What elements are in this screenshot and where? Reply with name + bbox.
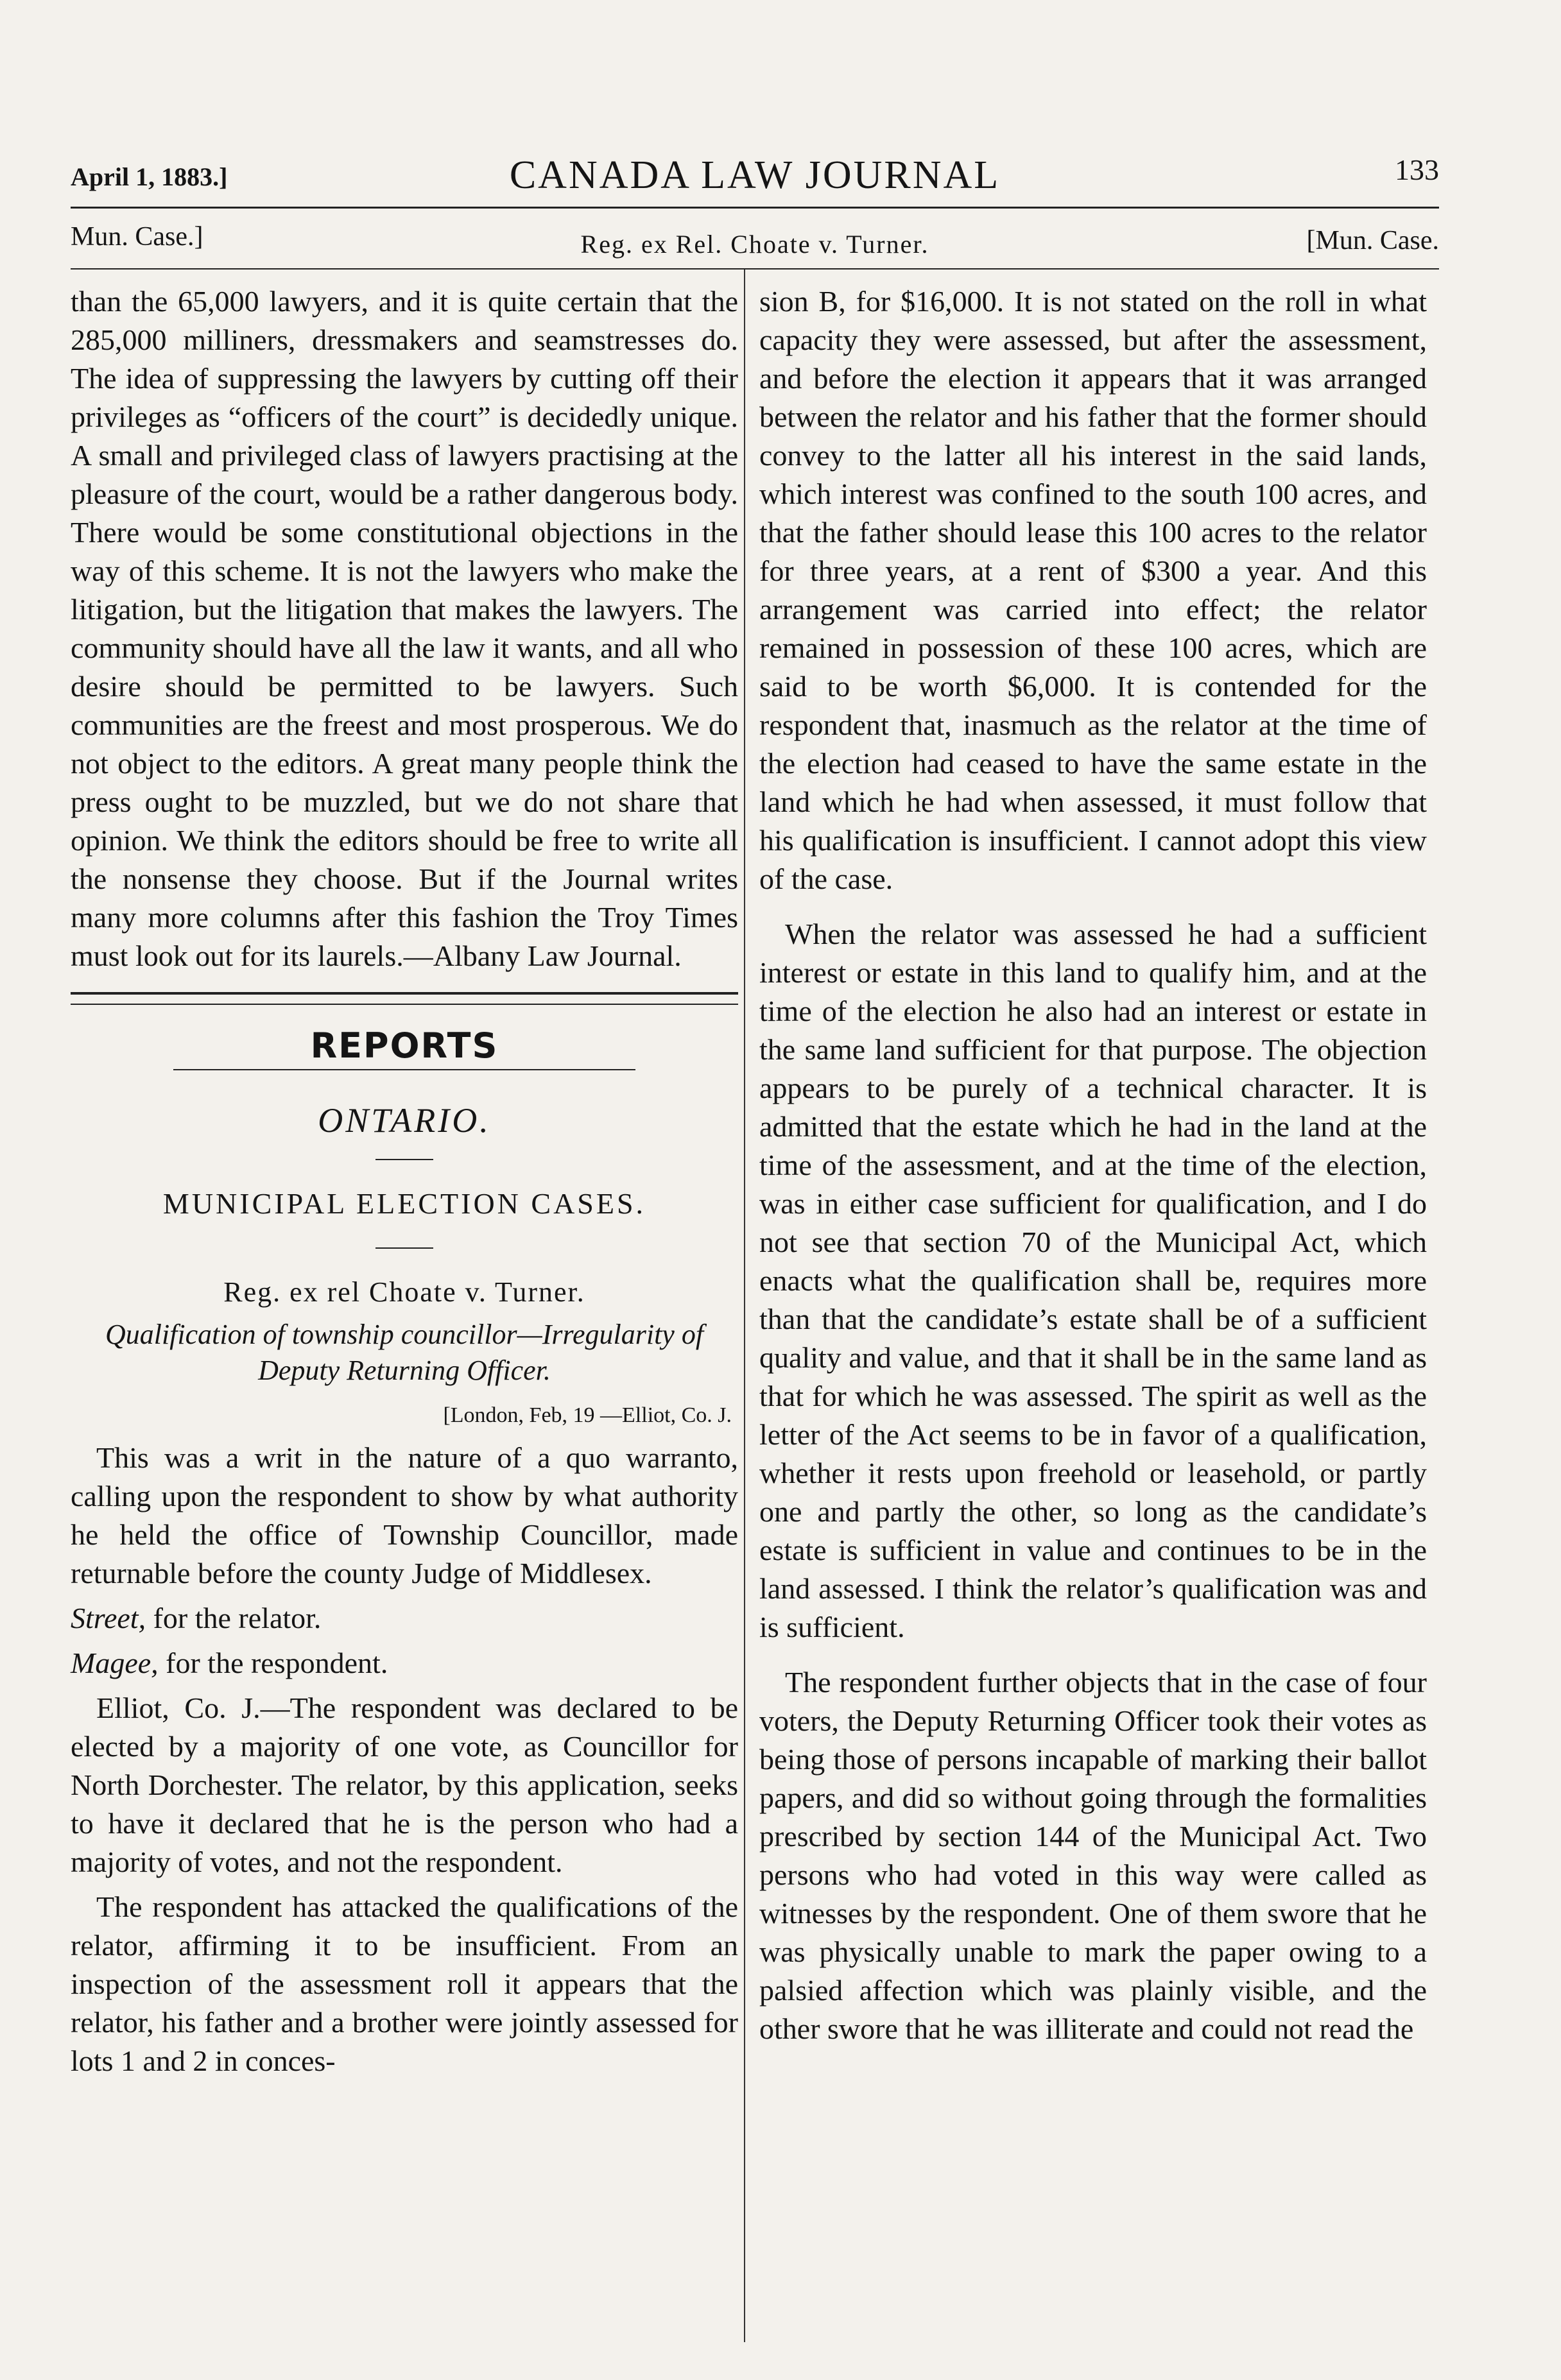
province-rule <box>375 1159 433 1160</box>
case-intro: This was a writ in the nature of a quo warranto, calling upon the respondent to show by what authority he held the office of Township Councillor, made returnable before the county Judge of Middlesex. <box>71 1441 738 1589</box>
counsel-respondent <box>71 1644 738 1682</box>
page-number: 133 <box>1395 153 1439 186</box>
column-divider <box>744 270 745 2342</box>
right-paragraph-1: sion B, for $16,000. It is not stated on the roll in what capacity they were assessed, but after the assessment, and before the election it appears that it was arranged between the relator and his father that the former should convey to the latter all his interest in the said lands, which interest was confined to the south 100 acres, and that the father should lease this 100 acres to the relator for three years, at a rent of $300 a year. And this arrangement was carried into effect; the relator remained in possession of these 100 acres, which are said to be worth $6,000. It is contended for the respondent that, inasmuch as the relator at the time of the election had ceased to have the same estate in the land which he had when assessed, it must follow that his qualification is insufficient. I cannot adopt this view of the case. <box>759 285 1427 895</box>
counsel-respondent-name: Magee, <box>71 1647 159 1679</box>
running-header <box>71 148 1439 205</box>
left-column <box>71 282 738 2087</box>
right-column <box>759 282 1427 2055</box>
counsel-respondent-role: for the respondent. <box>158 1647 388 1679</box>
issue-date: April 1, 1883.] <box>71 162 228 191</box>
case-title: Reg. ex rel Choate v. Turner. <box>223 1276 585 1308</box>
section-title: MUNICIPAL ELECTION CASES. <box>162 1187 646 1220</box>
right-paragraph-3: The respondent further objects that in the case of four voters, the Deputy Returning Officer took their votes as being those of persons incapable of marking their ballot papers, and did so without going through the formalities prescribed by section 144 of the Municipal Act. Two persons who had voted in this way were called as witnesses by the respondent. One of them swore that he was physically unable to mark the paper owing to a palsied affection which was plainly visible, and the other swore that he was illiterate and could not read the <box>759 1666 1427 2045</box>
headnote: Qualification of township councillor—Irregularity of Deputy Returning Officer. <box>105 1319 704 1386</box>
counsel-relator <box>71 1599 738 1638</box>
header-rule <box>71 207 1439 209</box>
reports-heading: REPORTS <box>310 1025 499 1066</box>
case-type-left: Mun. Case.] <box>71 222 203 252</box>
journal-title: CANADA LAW JOURNAL <box>509 153 1001 197</box>
case-type-right: [Mun. Case. <box>1306 226 1439 255</box>
article-end-text: than the 65,000 lawyers, and it is quite certain that the 285,000 milliners, dressmakers and seamstresses do. The idea of suppressing the lawyers by cutting off their privileges as “officers of the court” is decidedly unique. A small and privileged class of lawyers practising at the pleasure of the court, would be a rather dangerous body. There would be some constitutional objections in the way of this scheme. It is not the lawyers who make the litigation, but the litigation that makes the lawyers. The community should have all the law it wants, and all who desire should be permitted to be lawyers. Such communities are the freest and most prosperous. We do not object to the editors. A great many people think the press ought to be muzzled, but we do not share that opinion. We think the editors should be free to write all the nonsense they choose. But if the Journal writes many more columns after this fashion the Troy Times must look out for its laurels.—Albany Law Journal. <box>71 285 738 972</box>
judgment-paragraph-1: Elliot, Co. J.—The respondent was declared to be elected by a majority of one vote, as Councillor for North Dorchester. The relator, by this application, seeks to have it declared that he is the person who had a majority of votes, and not the respondent. <box>71 1691 738 1878</box>
section-rule <box>375 1247 433 1249</box>
subheader-rule <box>71 268 1439 270</box>
reports-rule <box>173 1069 635 1070</box>
case-name-center: Reg. ex Rel. Choate v. Turner. <box>580 230 929 259</box>
province-heading: ONTARIO. <box>318 1101 491 1140</box>
right-paragraph-2: When the relator was assessed he had a sufficient interest or estate in this land to qualify him, and at the time of the election he also had an interest or estate in the same land sufficient for that purpose. The objection appears to be purely of a technical character. It is admitted that the estate which he had in the land at the time of the assessment, and at the time of the election, was in either case sufficient for qualification, and I do not see that section 70 of the Municipal Act, which enacts what the qualification shall be, requires more than that the candidate’s estate shall be of a sufficient quality and value, and that it shall be in the same land as that for which he was assessed. The spirit as well as the letter of the Act seems to be in favor of a qualification, whether it rests upon freehold or leasehold, or partly one and partly the other, so long as the candidate’s estate is sufficient in value and continues to be in the land assessed. I think the relator’s qualification was and is sufficient. <box>759 918 1427 1643</box>
counsel-relator-name: Street, <box>71 1602 146 1634</box>
judgment-paragraph-2: The respondent has attacked the qualifications of the relator, affirming it to be insufficient. From an inspection of the assessment roll it appears that the relator, his father and a brother were jointly assessed for lots 1 and 2 in conces- <box>71 1890 738 2077</box>
court-line: [London, Feb, 19 —Elliot, Co. J. <box>443 1403 732 1427</box>
counsel-relator-role: for the relator. <box>146 1602 322 1634</box>
article-end-rule <box>71 992 738 1005</box>
case-running-head <box>71 221 1439 266</box>
